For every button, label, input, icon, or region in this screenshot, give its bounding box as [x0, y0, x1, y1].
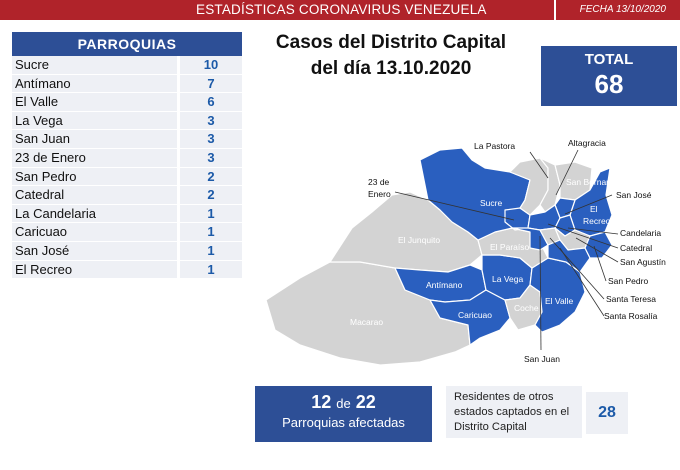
map-label-san-pedro: San Pedro: [608, 276, 649, 286]
residentes-box: [446, 386, 582, 438]
parroquia-count: 2: [180, 186, 242, 204]
map-label-el-recreo-1: El: [590, 204, 598, 214]
map-label-candelaria: Candelaria: [620, 228, 662, 238]
afectadas-count-line: [255, 392, 432, 413]
parroquia-name: El Valle: [12, 93, 177, 111]
parroquia-count: 3: [180, 149, 242, 167]
map-label-23-de-enero-2: Enero: [368, 189, 391, 199]
total-label: TOTAL: [584, 51, 634, 68]
map-label-san-jose: San José: [616, 190, 652, 200]
parroquia-name: La Vega: [12, 112, 177, 130]
parroquia-count: 10: [180, 56, 242, 74]
map-label-el-recreo-2: Recreo: [583, 216, 611, 226]
parroquia-name: Caricuao: [12, 223, 177, 241]
parroquias-heading: PARROQUIAS: [12, 32, 242, 56]
map-label-el-paraiso: El Paraíso: [490, 242, 530, 252]
parroquia-name: La Candelaria: [12, 205, 177, 223]
residentes-text-1: Residentes de otros: [454, 391, 554, 403]
afectadas-label: Parroquias afectadas: [282, 415, 405, 430]
map-label-santa-teresa: Santa Teresa: [606, 294, 656, 304]
map-label-san-bernardino: San Bernardino: [566, 177, 626, 187]
map-title-line1: Casos del Distrito Capital: [275, 32, 507, 53]
parroquia-count: 1: [180, 205, 242, 223]
parroquia-count: 2: [180, 168, 242, 186]
map-label-la-vega: La Vega: [492, 274, 524, 284]
map-label-caricuao: Caricuao: [458, 310, 493, 320]
parroquia-count: 3: [180, 130, 242, 148]
parroquia-name: Sucre: [12, 56, 177, 74]
map-label-el-valle: El Valle: [545, 296, 574, 306]
parroquia-name: Catedral: [12, 186, 177, 204]
parroquia-name: San José: [12, 242, 177, 260]
afectadas-total: 22: [355, 392, 376, 412]
map-label-sucre: Sucre: [480, 198, 503, 208]
parroquia-count: 3: [180, 112, 242, 130]
total-value: 68: [594, 69, 624, 99]
parroquia-count: 1: [180, 261, 242, 279]
residentes-text-3: Distrito Capital: [454, 421, 527, 433]
map-label-antimano: Antímano: [426, 280, 463, 290]
map-label-macarao: Macarao: [350, 317, 384, 327]
parroquia-name: El Recreo: [12, 261, 177, 279]
afectadas-de: de: [336, 396, 351, 411]
map-label-coche: Coche: [514, 303, 539, 313]
map-label-23-de-enero-1: 23 de: [368, 177, 390, 187]
parroquia-name: Antímano: [12, 75, 177, 93]
residentes-value: 28: [586, 392, 628, 434]
map-label-santa-rosalia: Santa Rosalía: [604, 311, 658, 321]
map-label-el-junquito: El Junquito: [398, 235, 441, 245]
map-title-line2: del día 13.10.2020: [310, 58, 472, 79]
parroquias-afectadas-box: [255, 386, 432, 442]
map-label-san-agustin: San Agustín: [620, 257, 666, 267]
parroquia-count: 7: [180, 75, 242, 93]
parroquia-name: San Juan: [12, 130, 177, 148]
parroquia-name: San Pedro: [12, 168, 177, 186]
parroquia-count: 1: [180, 223, 242, 241]
parroquia-count: 1: [180, 242, 242, 260]
residentes-text-2: estados captados en el: [454, 406, 570, 418]
header-date: FECHA 13/10/2020: [579, 4, 666, 15]
parroquia-name: 23 de Enero: [12, 149, 177, 167]
map-label-la-pastora: La Pastora: [474, 141, 516, 151]
afectadas-affected: 12: [311, 392, 332, 412]
header-title: ESTADÍSTICAS CORONAVIRUS VENEZUELA: [196, 2, 487, 17]
map-label-san-juan: San Juan: [524, 354, 560, 364]
parroquia-count: 6: [180, 93, 242, 111]
map-label-catedral: Catedral: [620, 243, 653, 253]
map-label-altagracia: Altagracia: [568, 138, 606, 148]
